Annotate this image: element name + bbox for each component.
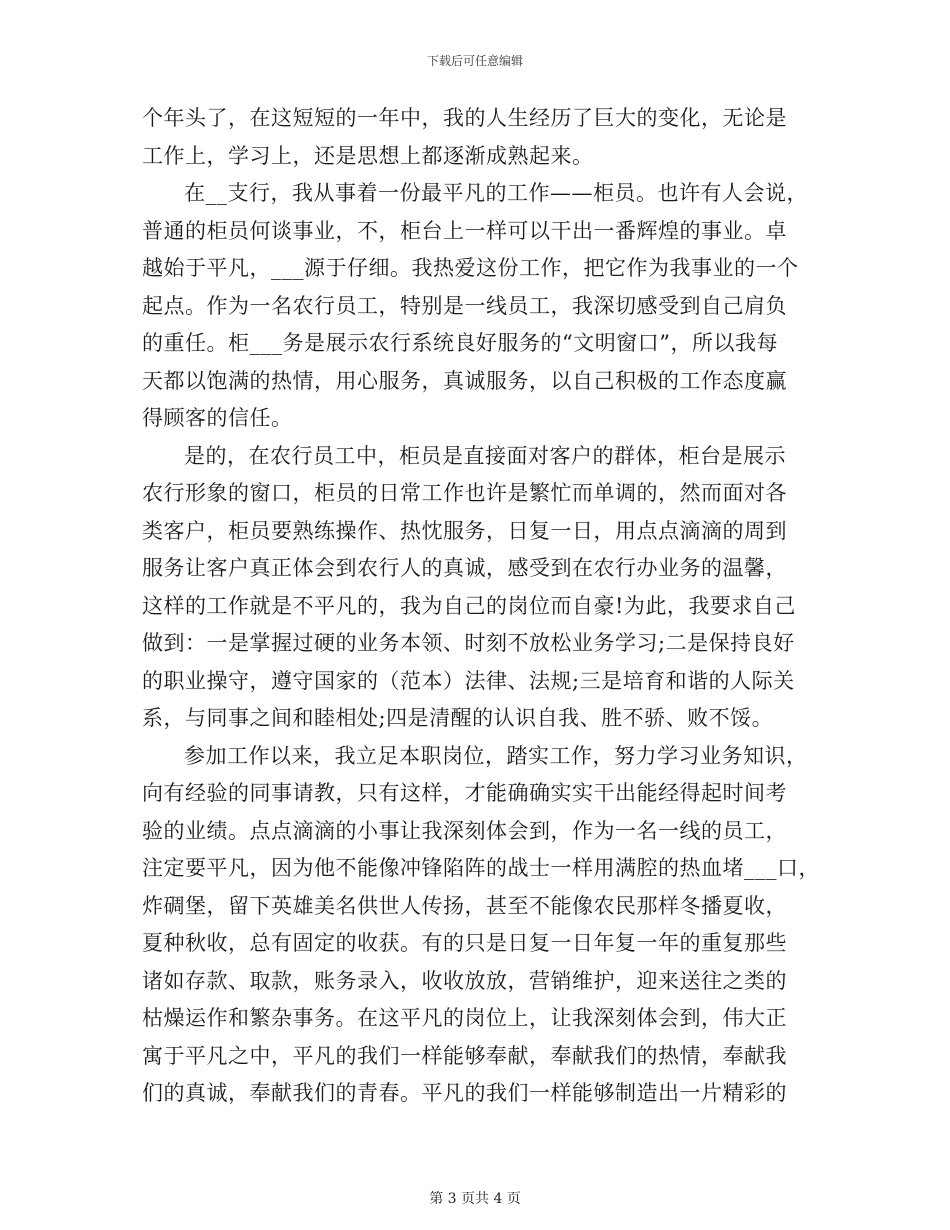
text-line: 参加工作以来，我立足本职岗位，踏实工作，努力学习业务知识， xyxy=(184,743,808,768)
text-line: 农行形象的窗口，柜员的日常工作也许是繁忙而单调的，然而面对各 xyxy=(142,481,787,505)
text-line: 诸如存款、取款，账务录入，收收放放，营销维护，迎来送往之类的 xyxy=(142,968,787,993)
text-line: 的职业操守，遵守国家的（范本）法律、法规;三是培育和谐的人际关 xyxy=(142,668,795,693)
text-line: 越始于平凡，___源于仔细。我热爱这份工作，把它作为我事业的一个 xyxy=(142,256,799,280)
text-line: 系，与同事之间和睦相处;四是清醒的认识自我、胜不骄、败不馁。 xyxy=(142,706,774,730)
text-line: 个年头了，在这短短的一年中，我的人生经历了巨大的变化，无论是 xyxy=(142,106,787,130)
text-line: 们的真诚，奉献我们的青春。平凡的我们一样能够制造出一片精彩的 xyxy=(142,1081,787,1105)
text-line: 是的，在农行员工中，柜员是直接面对客户的群体，柜台是展示 xyxy=(184,443,786,468)
text-line: 起点。作为一名农行员工，特别是一线员工，我深切感受到自己肩负 xyxy=(142,293,787,318)
text-line: 工作上，学习上，还是思想上都逐渐成熟起来。 xyxy=(142,143,594,168)
text-line: 注定要平凡，因为他不能像冲锋陷阵的战士一样用满腔的热血堵___口， xyxy=(142,856,820,880)
text-line: 类客户，柜员要熟练操作、热忱服务，日复一日，用点点滴滴的周到 xyxy=(142,518,787,543)
text-line: 向有经验的同事请教，只有这样，才能确确实实干出能经得起时间考 xyxy=(142,781,787,805)
text-line: 的重任。柜___务是展示农行系统良好服务的“文明窗口”，所以我每 xyxy=(142,331,778,355)
text-line: 炸碉堡，留下英雄美名供世人传扬，甚至不能像农民那样冬播夏收， xyxy=(142,893,787,918)
page-footer: 第 3 页共 4 页 xyxy=(429,1191,521,1207)
text-line: 夏种秋收，总有固定的收获。有的只是日复一日年复一年的重复那些 xyxy=(142,931,787,955)
page-header: 下载后可任意编辑 xyxy=(426,54,523,68)
text-line: 验的业绩。点点滴滴的小事让我深刻体会到，作为一名一线的员工， xyxy=(142,818,787,843)
text-line: 枯燥运作和繁杂事务。在这平凡的岗位上，让我深刻体会到，伟大正 xyxy=(142,1006,787,1030)
text-line: 普通的柜员何谈事业，不，柜台上一样可以干出一番辉煌的事业。卓 xyxy=(142,218,787,243)
text-line: 得顾客的信任。 xyxy=(142,406,293,430)
text-line: 服务让客户真正体会到农行人的真诚，感受到在农行办业务的温馨， xyxy=(142,556,787,580)
text-line: 寓于平凡之中，平凡的我们一样能够奉献，奉献我们的热情，奉献我 xyxy=(142,1043,787,1068)
text-line: 天都以饱满的热情，用心服务，真诚服务，以自己积极的工作态度赢 xyxy=(142,368,787,393)
document-body xyxy=(142,100,820,1113)
text-line: 在__支行，我从事着一份最平凡的工作——柜员。也许有人会说， xyxy=(184,181,808,205)
text-line: 做到：一是掌握过硬的业务本领、时刻不放松业务学习;二是保持良好 xyxy=(142,631,795,655)
text-line: 这样的工作就是不平凡的，我为自己的岗位而自豪!为此，我要求自己 xyxy=(142,593,796,618)
